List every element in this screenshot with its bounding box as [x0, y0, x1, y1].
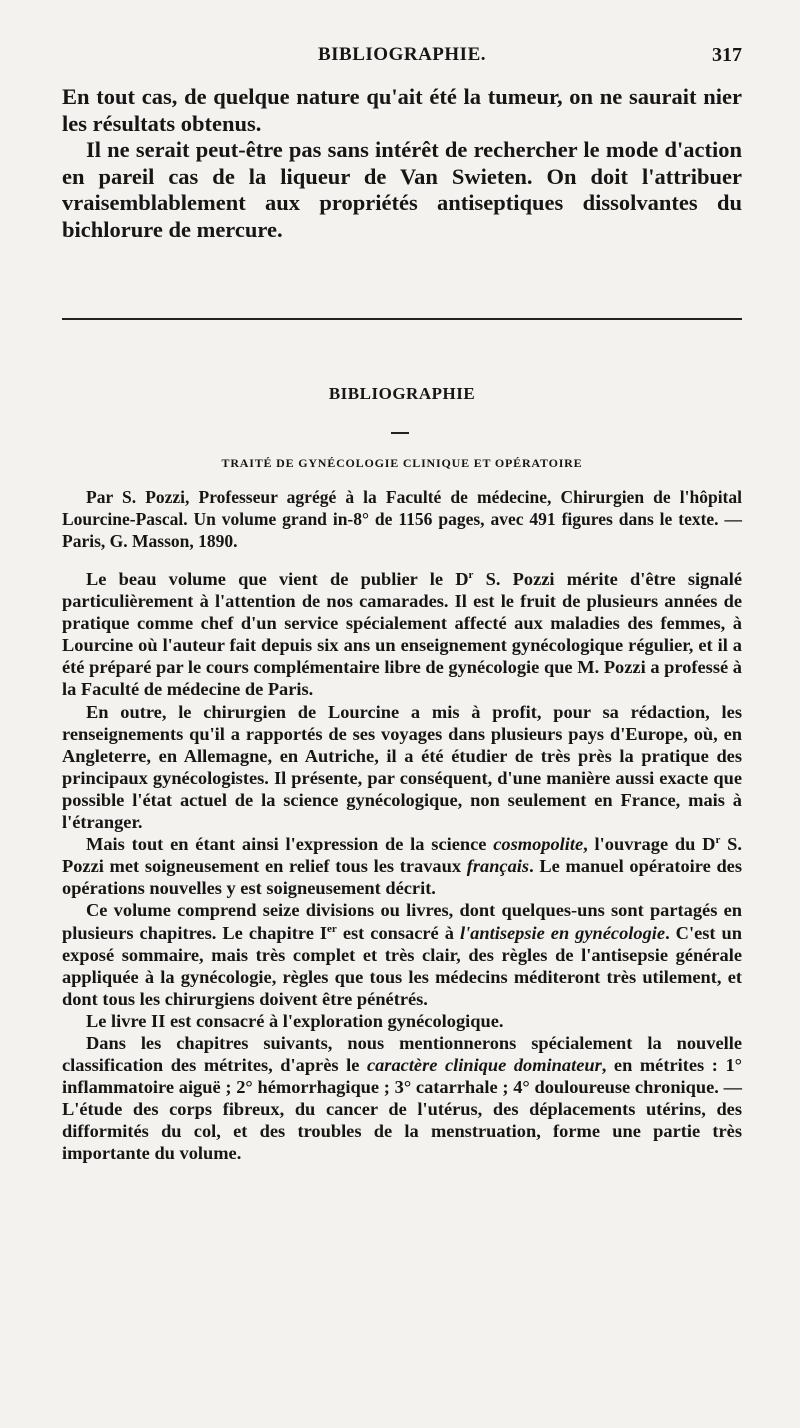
review-text — [62, 568, 742, 1165]
running-title: BIBLIOGRAPHIE. — [317, 44, 486, 65]
intro-paragraph-2: Il ne serait peut-être pas sans intérêt de rechercher le mode d'action en pareil cas de la liqueur de Van Swieten. On doit l'attribuer vraisemblablement aux propriétés antiseptiques dissolvantes du bichlorure de mercure. — [62, 137, 742, 242]
text-run: S. Pozzi mérite d'être signalé particulièrement à l'attention de nos camarades. Il est le fruit de plusieurs années de pratique comme chef d'un service spécialement affecté aux maladies des femmes, à Lourcine où l'auteur fait depuis six ans un enseignement gynécologique régulier, et il a été préparé par le cours complémentaire libre de gynécologie que M. Pozzi a professé à la Faculté de médecine de Paris. — [62, 569, 742, 700]
text-run: . C'est un exposé sommaire, mais très complet et très clair, des règles de l'antisepsie générale appliquée à la gynécologie, règles que tous les médecins méditeront très utilement, et dont tous les chirurgiens doivent être pénétrés. — [62, 922, 742, 1009]
superscript: r — [715, 834, 721, 846]
review-paragraph-2: En outre, le chirurgien de Lourcine a mis à profit, pour sa rédaction, les renseignements qu'il a rapportés de ses voyages dans plusieurs pays d'Europe, où, en Angleterre, en Allemagne, en Autriche, il a été étudier de très près la pratique des principaux gynécologistes. Il présente, par conséquent, d'une manière aussi exacte que possible l'état actuel de la science gynécologique, non seulement en France, mais à l'étranger. — [62, 701, 742, 833]
emphasis: français — [466, 856, 530, 877]
emphasis: caractère clinique dominateur — [366, 1055, 602, 1076]
text-run: , l'ouvrage du D — [583, 834, 716, 855]
review-paragraph-4 — [62, 899, 742, 1009]
intro-text — [62, 84, 742, 243]
section-title: BIBLIOGRAPHIE — [328, 384, 476, 403]
superscript: er — [327, 922, 337, 935]
superscript: r — [468, 568, 474, 581]
review-paragraph-6 — [62, 1032, 742, 1165]
text-run: Le beau volume que vient de publier le D — [86, 569, 469, 589]
review-paragraph-5: Le livre II est consacré à l'exploration gynécologique. — [86, 1010, 504, 1031]
book-title: TRAITÉ DE GYNÉCOLOGIE CLINIQUE ET OPÉRATOIRE — [221, 456, 583, 470]
review-paragraph-1 — [62, 568, 742, 701]
text-run: S. Pozzi met soigneusement en relief tous les travaux — [62, 834, 742, 877]
page-number: 317 — [712, 44, 742, 66]
review-paragraph-3 — [62, 833, 742, 899]
title-dash — [391, 432, 409, 434]
text-run: , en métrites : 1° inflammatoire aiguë ; 2° hémorrhagique ; 3° catarrhale ; 4° douloureuse chronique. — L'étude des corps fibreux, du cancer de l'utérus, des déplacements utérins, des difformités du col, et des troubles de la menstruation, forme une partie très importante du volume. — [62, 1055, 742, 1164]
book-citation: Par S. Pozzi, Professeur agrégé à la Faculté de médecine, Chirurgien de l'hôpital Lourcine-Pascal. Un volume grand in-8° de 1156 pages, avec 491 figures dans le texte. — Paris, G. Masson, 1890. — [62, 487, 742, 551]
text-run: Dans les chapitres suivants, nous mentionnerons spécialement la nouvelle classification des métrites, d'après le — [62, 1032, 742, 1076]
section-divider — [62, 318, 742, 320]
emphasis: l'antisepsie en gynécologie — [459, 922, 666, 943]
text-run: Ce volume comprend seize divisions ou livres, dont quelques-uns sont partagés en plusieurs chapitres. Le chapitre I — [62, 900, 742, 943]
intro-paragraph-1: En tout cas, de quelque nature qu'ait été la tumeur, on ne saurait nier les résultats obtenus. — [62, 84, 742, 136]
emphasis: cosmopolite — [493, 834, 584, 855]
text-run: est consacré à — [336, 922, 460, 943]
text-run: . Le manuel opératoire des opérations nouvelles y est soigneusement décrit. — [62, 856, 742, 899]
text-run: Mais tout en étant ainsi l'expression de la science — [86, 834, 494, 855]
running-header — [62, 44, 742, 74]
